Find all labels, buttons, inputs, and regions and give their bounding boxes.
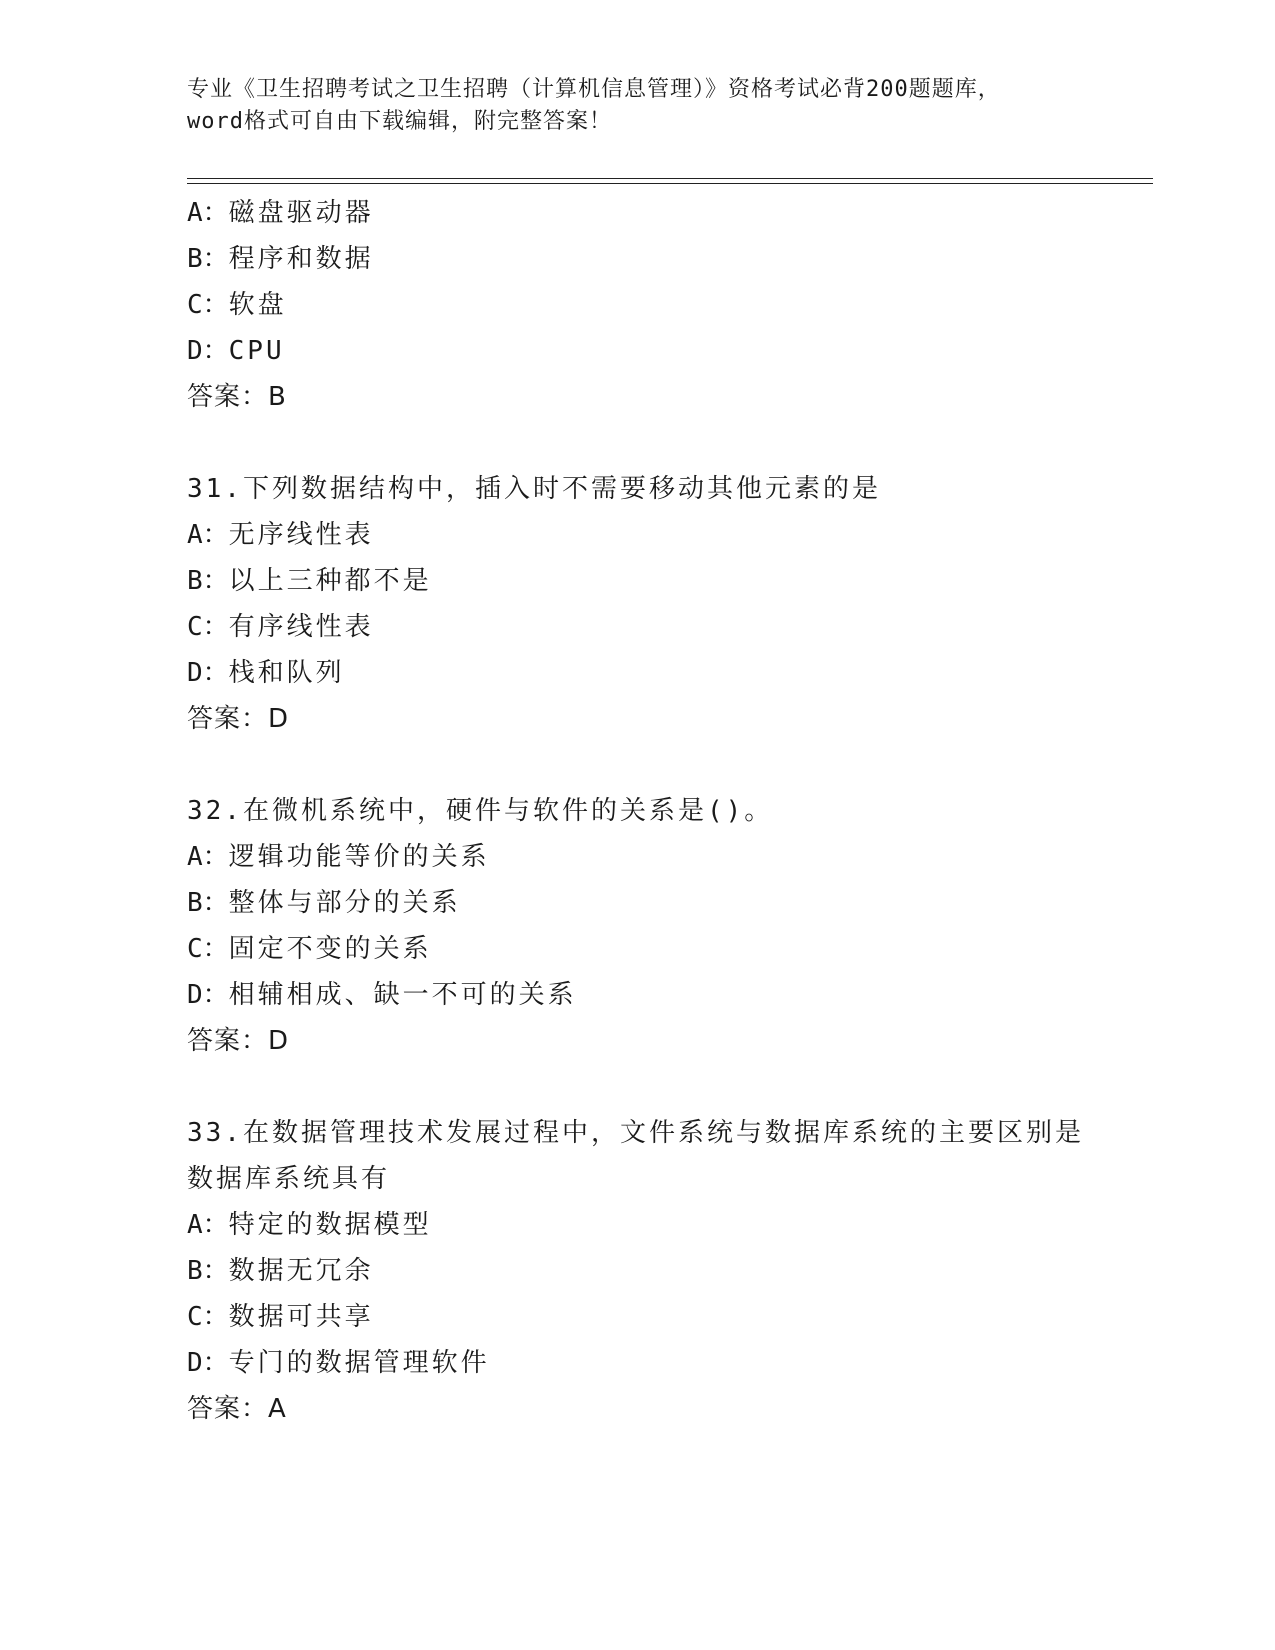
option-key: A： — [187, 1210, 229, 1240]
question-block-32 — [187, 788, 1157, 1064]
question-stem: 32.在微机系统中，硬件与软件的关系是()。 — [187, 796, 774, 826]
question-stem-line-1: 33.在数据管理技术发展过程中，文件系统与数据库系统的主要区别是 — [187, 1118, 1084, 1148]
option-key: A： — [187, 842, 229, 872]
option-key: D： — [187, 980, 229, 1010]
option-key: B： — [187, 888, 229, 918]
option-text: 相辅相成、缺一不可的关系 — [228, 980, 577, 1010]
option-c — [187, 604, 1157, 650]
option-text: 数据可共享 — [228, 1302, 374, 1332]
option-d — [187, 328, 1157, 374]
option-a — [187, 512, 1157, 558]
question-block-33 — [187, 1110, 1157, 1432]
option-text: 专门的数据管理软件 — [228, 1348, 490, 1378]
option-key: D： — [187, 1348, 229, 1378]
option-c — [187, 282, 1157, 328]
header-line-2: word格式可自由下载编辑，附完整答案！ — [187, 109, 612, 134]
answer-line: 答案：D — [187, 704, 290, 734]
option-text: CPU — [228, 336, 285, 366]
header-divider-top — [187, 178, 1153, 179]
option-text: 整体与部分的关系 — [228, 888, 461, 918]
option-key: B： — [187, 566, 229, 596]
header-divider-bottom — [187, 183, 1153, 184]
option-a — [187, 834, 1157, 880]
option-text: 无序线性表 — [228, 520, 374, 550]
option-text: 栈和队列 — [228, 658, 345, 688]
option-c — [187, 926, 1157, 972]
option-b — [187, 1248, 1157, 1294]
question-stem: 31.下列数据结构中，插入时不需要移动其他元素的是 — [187, 474, 881, 504]
option-key: B： — [187, 1256, 229, 1286]
option-key: C： — [187, 1302, 229, 1332]
option-b — [187, 558, 1157, 604]
question-block-partial — [187, 190, 1157, 420]
option-d — [187, 650, 1157, 696]
option-b — [187, 880, 1157, 926]
option-key: C： — [187, 612, 229, 642]
answer-line: 答案：B — [187, 382, 287, 412]
option-d — [187, 1340, 1157, 1386]
option-d — [187, 972, 1157, 1018]
option-text: 特定的数据模型 — [228, 1210, 432, 1240]
answer-line: 答案：A — [187, 1394, 287, 1424]
option-text: 固定不变的关系 — [228, 934, 432, 964]
option-key: B： — [187, 244, 229, 274]
option-text: 逻辑功能等价的关系 — [228, 842, 490, 872]
option-text: 磁盘驱动器 — [228, 198, 374, 228]
option-key: A： — [187, 198, 229, 228]
option-text: 以上三种都不是 — [228, 566, 432, 596]
answer-line: 答案：D — [187, 1026, 290, 1056]
option-a — [187, 1202, 1157, 1248]
option-key: D： — [187, 336, 229, 366]
question-block-31 — [187, 466, 1157, 742]
document-header — [187, 74, 1087, 138]
question-list — [187, 190, 1157, 1432]
header-line-1: 专业《卫生招聘考试之卫生招聘（计算机信息管理）》资格考试必背200题题库， — [187, 77, 1001, 102]
option-key: C： — [187, 290, 229, 320]
option-c — [187, 1294, 1157, 1340]
option-text: 有序线性表 — [228, 612, 374, 642]
option-text: 数据无冗余 — [228, 1256, 374, 1286]
option-a — [187, 190, 1157, 236]
option-key: D： — [187, 658, 229, 688]
question-stem-line-2: 数据库系统具有 — [187, 1164, 391, 1194]
option-b — [187, 236, 1157, 282]
option-key: A： — [187, 520, 229, 550]
option-text: 软盘 — [228, 290, 287, 320]
option-text: 程序和数据 — [228, 244, 374, 274]
option-key: C： — [187, 934, 229, 964]
